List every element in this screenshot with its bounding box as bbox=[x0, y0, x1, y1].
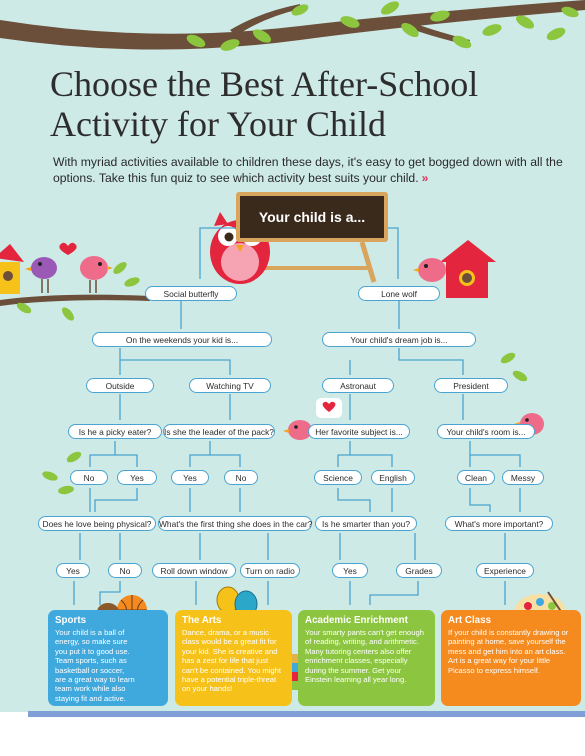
result-academic-title: Academic Enrichment bbox=[305, 615, 408, 626]
node-outside: Outside bbox=[86, 378, 154, 393]
node-leader-of-pack: Is she the leader of the pack? bbox=[163, 424, 275, 439]
result-sports bbox=[48, 610, 168, 706]
node-childs-room: Your child's room is... bbox=[437, 424, 535, 439]
node-experience: Experience bbox=[476, 563, 534, 578]
node-president: President bbox=[434, 378, 508, 393]
tree-branch-top bbox=[0, 0, 585, 53]
chevron-right-icon: » bbox=[421, 171, 429, 185]
node-no-leader: No bbox=[224, 470, 258, 485]
pink-bird-left-icon bbox=[80, 256, 113, 293]
node-on-the-weekends: On the weekends your kid is... bbox=[92, 332, 272, 347]
birdhouse-left-icon bbox=[0, 244, 24, 294]
speech-heart-icon bbox=[316, 398, 342, 418]
node-favorite-subject: Her favorite subject is... bbox=[308, 424, 410, 439]
node-watching-tv: Watching TV bbox=[189, 378, 271, 393]
node-science: Science bbox=[314, 470, 362, 485]
node-yes-leader: Yes bbox=[171, 470, 209, 485]
node-first-thing-car: What's the first thing she does in the car? bbox=[158, 516, 312, 531]
birdhouse-right-icon bbox=[440, 240, 496, 298]
node-love-physical: Does he love being physical? bbox=[38, 516, 156, 531]
result-the-arts-title: The Arts bbox=[182, 615, 222, 626]
result-sports-text: Your child is a ball of energy, so make sure you put it to good use. Team sports, such as basketball or soccer, are a great way to learn team work while also staying fit and active. bbox=[55, 628, 135, 703]
purple-bird-icon bbox=[25, 257, 57, 293]
result-the-arts bbox=[175, 610, 292, 706]
result-academic-enrichment bbox=[298, 610, 435, 706]
node-clean: Clean bbox=[457, 470, 495, 485]
node-yes-physical: Yes bbox=[56, 563, 90, 578]
leaves-decoration bbox=[41, 351, 529, 496]
result-academic-text: Your smarty pants can't get enough of reading, writing, and arithmetic. Many tutoring centers also offer enrichment classes, especially during the summer. Get your Einstein learning all year long. bbox=[305, 628, 424, 685]
result-art-class bbox=[441, 610, 581, 706]
page-title: Choose the Best After-School Activity for Your Child bbox=[50, 64, 479, 144]
result-art-class-title: Art Class bbox=[448, 615, 492, 626]
node-no-picky: No bbox=[70, 470, 108, 485]
node-no-physical: No bbox=[108, 563, 142, 578]
result-art-class-text: If your child is constantly drawing or painting at home, save yourself the mess and get him into an art class. Art is a great way for your little Picasso to express himself. bbox=[448, 628, 569, 675]
bottom-strip bbox=[0, 712, 585, 756]
node-yes-smarter: Yes bbox=[332, 563, 368, 578]
intro-text bbox=[53, 154, 573, 186]
tree-branch-left bbox=[0, 260, 150, 323]
node-smarter-than-you: Is he smarter than you? bbox=[315, 516, 417, 531]
node-yes-picky: Yes bbox=[117, 470, 157, 485]
result-the-arts-text: Dance, drama, or a music class would be a great fit for your kid. She is creative and has a zest for life that just can't be contained. You might have a potential triple-threat on your hands! bbox=[182, 628, 281, 694]
node-lone-wolf: Lone wolf bbox=[358, 286, 440, 301]
node-astronaut: Astronaut bbox=[322, 378, 394, 393]
node-picky-eater: Is he a picky eater? bbox=[68, 424, 162, 439]
node-messy: Messy bbox=[502, 470, 544, 485]
pink-bird-right-icon bbox=[413, 258, 446, 282]
node-dream-job: Your child's dream job is... bbox=[322, 332, 476, 347]
intro-text-body: With myriad activities available to children these days, it's easy to get bogged down with all the options. Take this fun quiz to see which activity best suits your child. bbox=[53, 155, 563, 185]
node-english: English bbox=[371, 470, 415, 485]
heart-icon bbox=[59, 243, 76, 255]
node-more-important: What's more important? bbox=[445, 516, 553, 531]
chalkboard: Your child is a... bbox=[236, 192, 388, 242]
node-social-butterfly: Social butterfly bbox=[145, 286, 237, 301]
node-turn-on-radio: Turn on radio bbox=[240, 563, 300, 578]
node-roll-down-window: Roll down window bbox=[152, 563, 236, 578]
result-sports-title: Sports bbox=[55, 615, 87, 626]
node-grades: Grades bbox=[396, 563, 442, 578]
bottom-bar bbox=[28, 711, 585, 717]
